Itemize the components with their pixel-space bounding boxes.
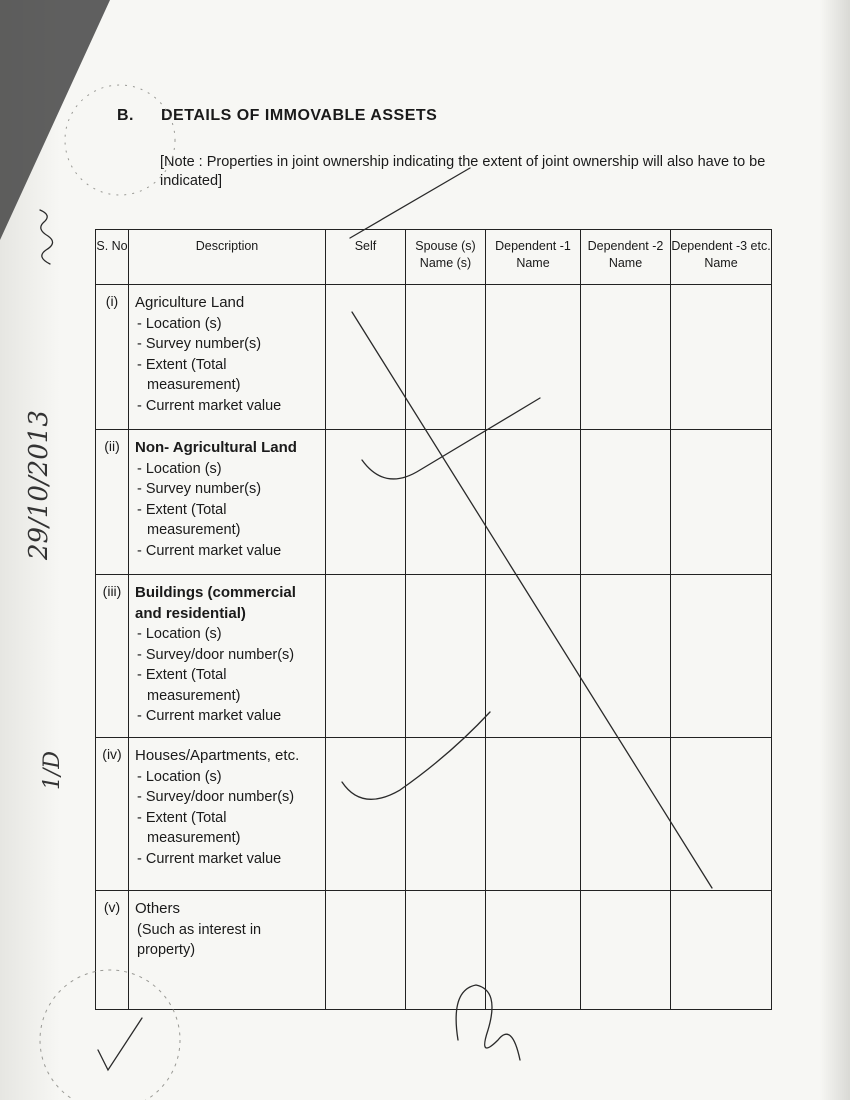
- cell-dependent-2: [581, 891, 671, 1010]
- row-item: - Current market value: [137, 708, 282, 724]
- row-item: - Location (s): [137, 460, 222, 477]
- cell-self: [326, 575, 406, 738]
- header-sno: S. No: [96, 230, 129, 285]
- row-item: measurement): [147, 377, 241, 393]
- row-sno: (v): [96, 891, 129, 1010]
- header-dependent-2: Dependent -2 Name: [581, 230, 671, 285]
- row-item: - Current market value: [137, 850, 282, 867]
- row-item: (Such as interest in: [137, 921, 262, 938]
- cell-dependent-2: [581, 430, 671, 575]
- row-description: [129, 738, 326, 891]
- row-item: - Survey/door number(s): [137, 789, 295, 805]
- table-row: [96, 575, 772, 738]
- row-item: - Extent (Total: [137, 356, 227, 373]
- cell-dependent-3: [671, 430, 772, 575]
- cell-dependent-2: [581, 285, 671, 430]
- cell-self: [326, 738, 406, 891]
- row-description: [129, 575, 326, 738]
- row-item: property): [137, 942, 196, 958]
- row-item: - Current market value: [137, 397, 282, 414]
- cell-dependent-3: [671, 575, 772, 738]
- header-spouse: Spouse (s) Name (s): [406, 230, 486, 285]
- table-row: [96, 430, 772, 575]
- row-item: - Current market value: [137, 542, 282, 559]
- cell-dependent-1: [486, 285, 581, 430]
- row-item: - Extent (Total: [137, 667, 227, 683]
- cell-spouse: [406, 738, 486, 891]
- cell-dependent-1: [486, 575, 581, 738]
- row-category: Houses/Apartments, etc.: [135, 747, 300, 764]
- folded-corner: [0, 0, 110, 240]
- stamp-tick-mark: [98, 1018, 142, 1070]
- row-item: measurement): [147, 687, 241, 704]
- cell-dependent-2: [581, 738, 671, 891]
- cell-spouse: [406, 575, 486, 738]
- row-item: - Location (s): [137, 768, 222, 785]
- margin-handwritten-date: 29/10/2013: [24, 410, 54, 560]
- section-heading: [117, 107, 437, 125]
- cell-self: [326, 285, 406, 430]
- header-dependent-1: Dependent -1 Name: [486, 230, 581, 285]
- header-description: Description: [129, 230, 326, 285]
- row-item: - Extent (Total: [137, 809, 227, 826]
- header-dependent-3: Dependent -3 etc. Name: [671, 230, 772, 285]
- cell-dependent-1: [486, 430, 581, 575]
- cell-dependent-3: [671, 891, 772, 1010]
- section-letter: B.: [117, 107, 134, 124]
- row-sno: (iii): [96, 575, 129, 738]
- immovable-assets-table: [95, 229, 772, 1010]
- cell-dependent-1: [486, 738, 581, 891]
- row-item: measurement): [147, 522, 241, 538]
- cell-self: [326, 891, 406, 1010]
- table-row: [96, 891, 772, 1010]
- table-header-row: [96, 230, 772, 285]
- cell-dependent-2: [581, 575, 671, 738]
- scan-shadow-right: [820, 0, 850, 1100]
- row-item: - Location (s): [137, 626, 222, 642]
- section-title: DETAILS OF IMMOVABLE ASSETS: [161, 107, 438, 124]
- row-description: [129, 891, 326, 1010]
- table-row: [96, 285, 772, 430]
- row-item: - Survey/door number(s): [137, 646, 295, 663]
- row-item: - Survey number(s): [137, 481, 262, 497]
- row-sno: (i): [96, 285, 129, 430]
- margin-handwritten-note: 1/D: [40, 750, 65, 790]
- row-sno: (ii): [96, 430, 129, 575]
- row-item: measurement): [147, 830, 241, 846]
- header-self: Self: [326, 230, 406, 285]
- row-item: - Location (s): [137, 315, 222, 332]
- cell-self: [326, 430, 406, 575]
- row-description: [129, 430, 326, 575]
- cell-dependent-3: [671, 738, 772, 891]
- row-category: Agriculture Land: [135, 294, 245, 311]
- row-category: Buildings (commercial and residential): [135, 584, 296, 622]
- cell-dependent-3: [671, 285, 772, 430]
- joint-ownership-note: [Note : Properties in joint ownership indicating the extent of joint ownership will also have to be indicated]: [160, 154, 766, 189]
- row-item: - Survey number(s): [137, 336, 262, 352]
- row-category: Non- Agricultural Land: [135, 439, 297, 456]
- row-sno: (iv): [96, 738, 129, 891]
- row-description: [129, 285, 326, 430]
- cell-dependent-1: [486, 891, 581, 1010]
- table-row: [96, 738, 772, 891]
- cell-spouse: [406, 430, 486, 575]
- row-item: - Extent (Total: [137, 501, 227, 518]
- row-category: Others: [135, 900, 181, 917]
- cell-spouse: [406, 285, 486, 430]
- cell-spouse: [406, 891, 486, 1010]
